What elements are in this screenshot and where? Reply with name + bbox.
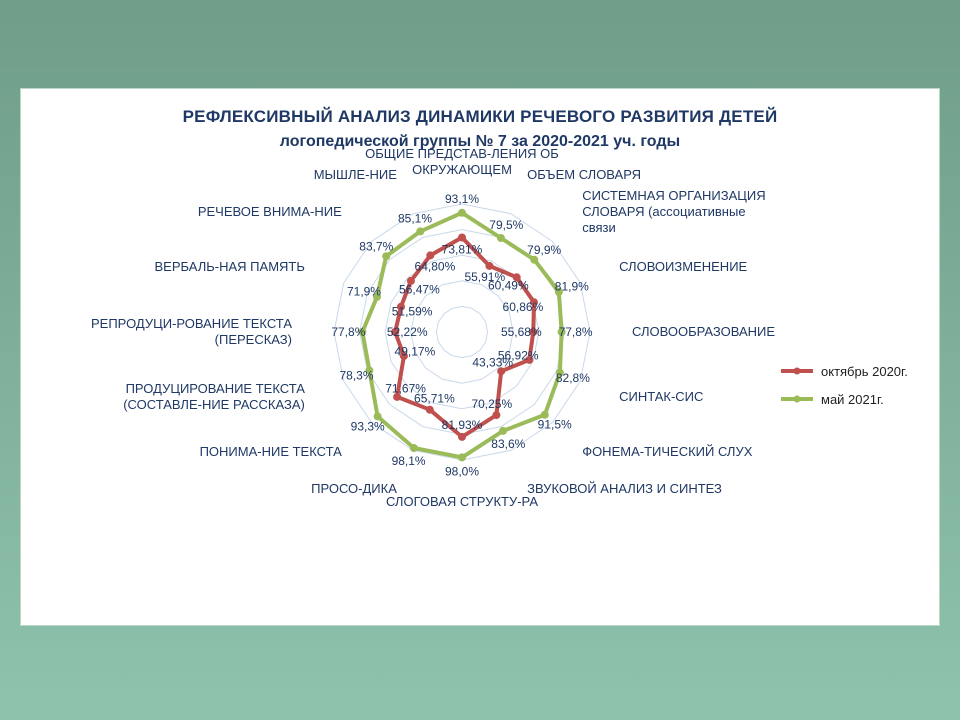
category-label-1: ОБЩИЕ ПРЕДСТАВ-ЛЕНИЯ ОБ ОКРУЖАЮЩЕМ [365,146,559,177]
chart-subtitle: логопедической группы № 7 за 2020-2021 уч. годы [279,133,681,150]
point-october-1 [458,234,466,242]
data-label-may-12: 78,3% [339,368,374,383]
data-label-may-11: 93,3% [350,419,385,434]
point-may-1 [458,209,466,217]
data-label-october-11: 71,67% [385,381,426,396]
data-label-october-5: 55,68% [500,325,542,339]
legend-marker-may [779,393,815,405]
data-label-october-13: 52,22% [386,325,428,339]
data-label-may-9: 98,0% [444,464,480,479]
category-label-6: СИНТАК-СИС [619,389,704,405]
data-label-may-4: 81,9% [554,279,589,294]
point-october-9 [458,433,466,441]
data-label-october-7: 43,33% [472,355,514,370]
radar-chart [21,89,939,625]
category-label-10: ПРОСО-ДИКА [311,481,397,497]
data-label-october-3: 60,49% [487,278,529,293]
point-may-16 [416,227,424,235]
data-label-october-4: 60,86% [502,299,544,314]
point-may-10 [410,444,418,452]
chart-panel [20,88,940,626]
data-label-october-15: 56,47% [399,282,440,297]
legend-label-may: май 2021г. [821,391,884,407]
chart-legend [779,361,908,417]
data-label-may-1: 93,1% [444,191,480,206]
point-may-2 [497,234,505,242]
data-label-may-3: 79,9% [527,242,562,257]
category-label-2: ОБЪЕМ СЛОВАРЯ [527,166,642,182]
data-label-october-1: 73,81% [441,242,483,257]
data-label-may-15: 83,7% [359,239,394,254]
category-label-11: ПОНИМА-НИЕ ТЕКСТА [199,444,342,460]
data-label-may-13: 77,8% [331,325,366,339]
category-label-15: РЕЧЕВОЕ ВНИМА-НИЕ [197,203,342,219]
data-label-may-7: 91,5% [537,417,572,432]
point-may-8 [499,427,507,435]
legend-item-october [779,361,908,381]
data-label-may-10: 98,1% [391,453,426,468]
data-label-october-10: 65,71% [414,391,455,406]
data-label-may-2: 79,5% [489,218,524,233]
data-label-may-14: 71,9% [346,284,382,299]
point-october-10 [426,406,434,414]
point-may-3 [530,256,538,264]
data-label-may-6: 82,8% [555,370,590,385]
point-october-2 [485,262,493,270]
data-label-october-8: 70,25% [471,397,513,411]
category-label-16: МЫШЛЕ-НИЕ [313,166,397,182]
legend-label-october: октябрь 2020г. [821,363,908,379]
data-label-october-14: 51,59% [391,304,433,319]
category-label-3: СИСТЕМНАЯ ОРГАНИЗАЦИЯ СЛОВАРЯ (ассоциативные связи [582,187,766,235]
data-label-october-16: 64,80% [414,259,456,274]
point-may-15 [382,252,390,260]
category-label-7: ФОНЕМА-ТИЧЕСКИЙ СЛУХ [582,444,753,460]
category-label-8: ЗВУКОВОЙ АНАЛИЗ И СИНТЕЗ [527,481,722,497]
legend-item-may [779,389,908,409]
data-label-october-12: 49,17% [394,344,436,359]
data-label-october-9: 81,93% [441,417,483,432]
data-label-october-2: 55,91% [464,270,506,284]
chart-title: РЕФЛЕКСИВНЫЙ АНАЛИЗ ДИНАМИКИ РЕЧЕВОГО РАЗВИТИЯ ДЕТЕЙ [182,107,778,126]
category-label-12: ПРОДУЦИРОВАНИЕ ТЕКСТА (СОСТАВЛЕ-НИЕ РАССКАЗА) [123,381,305,413]
data-label-october-6: 56,92% [497,348,539,363]
category-label-14: ВЕРБАЛЬ-НАЯ ПАМЯТЬ [154,258,305,274]
grid-ring-1 [436,306,487,357]
category-label-4: СЛОВОИЗМЕНЕНИЕ [619,258,748,274]
point-october-16 [426,251,434,259]
category-label-13: РЕПРОДУЦИ-РОВАНИЕ ТЕКСТА (ПЕРЕСКАЗ) [91,316,292,347]
category-label-9: СЛОГОВАЯ СТРУКТУ-РА [385,494,539,509]
point-october-8 [492,411,500,419]
point-may-9 [458,453,466,461]
legend-marker-october [779,365,815,377]
category-label-5: СЛОВООБРАЗОВАНИЕ [632,324,776,339]
data-label-may-16: 85,1% [397,211,433,226]
data-label-may-8: 83,6% [491,436,526,451]
data-label-may-5: 77,8% [558,325,593,339]
